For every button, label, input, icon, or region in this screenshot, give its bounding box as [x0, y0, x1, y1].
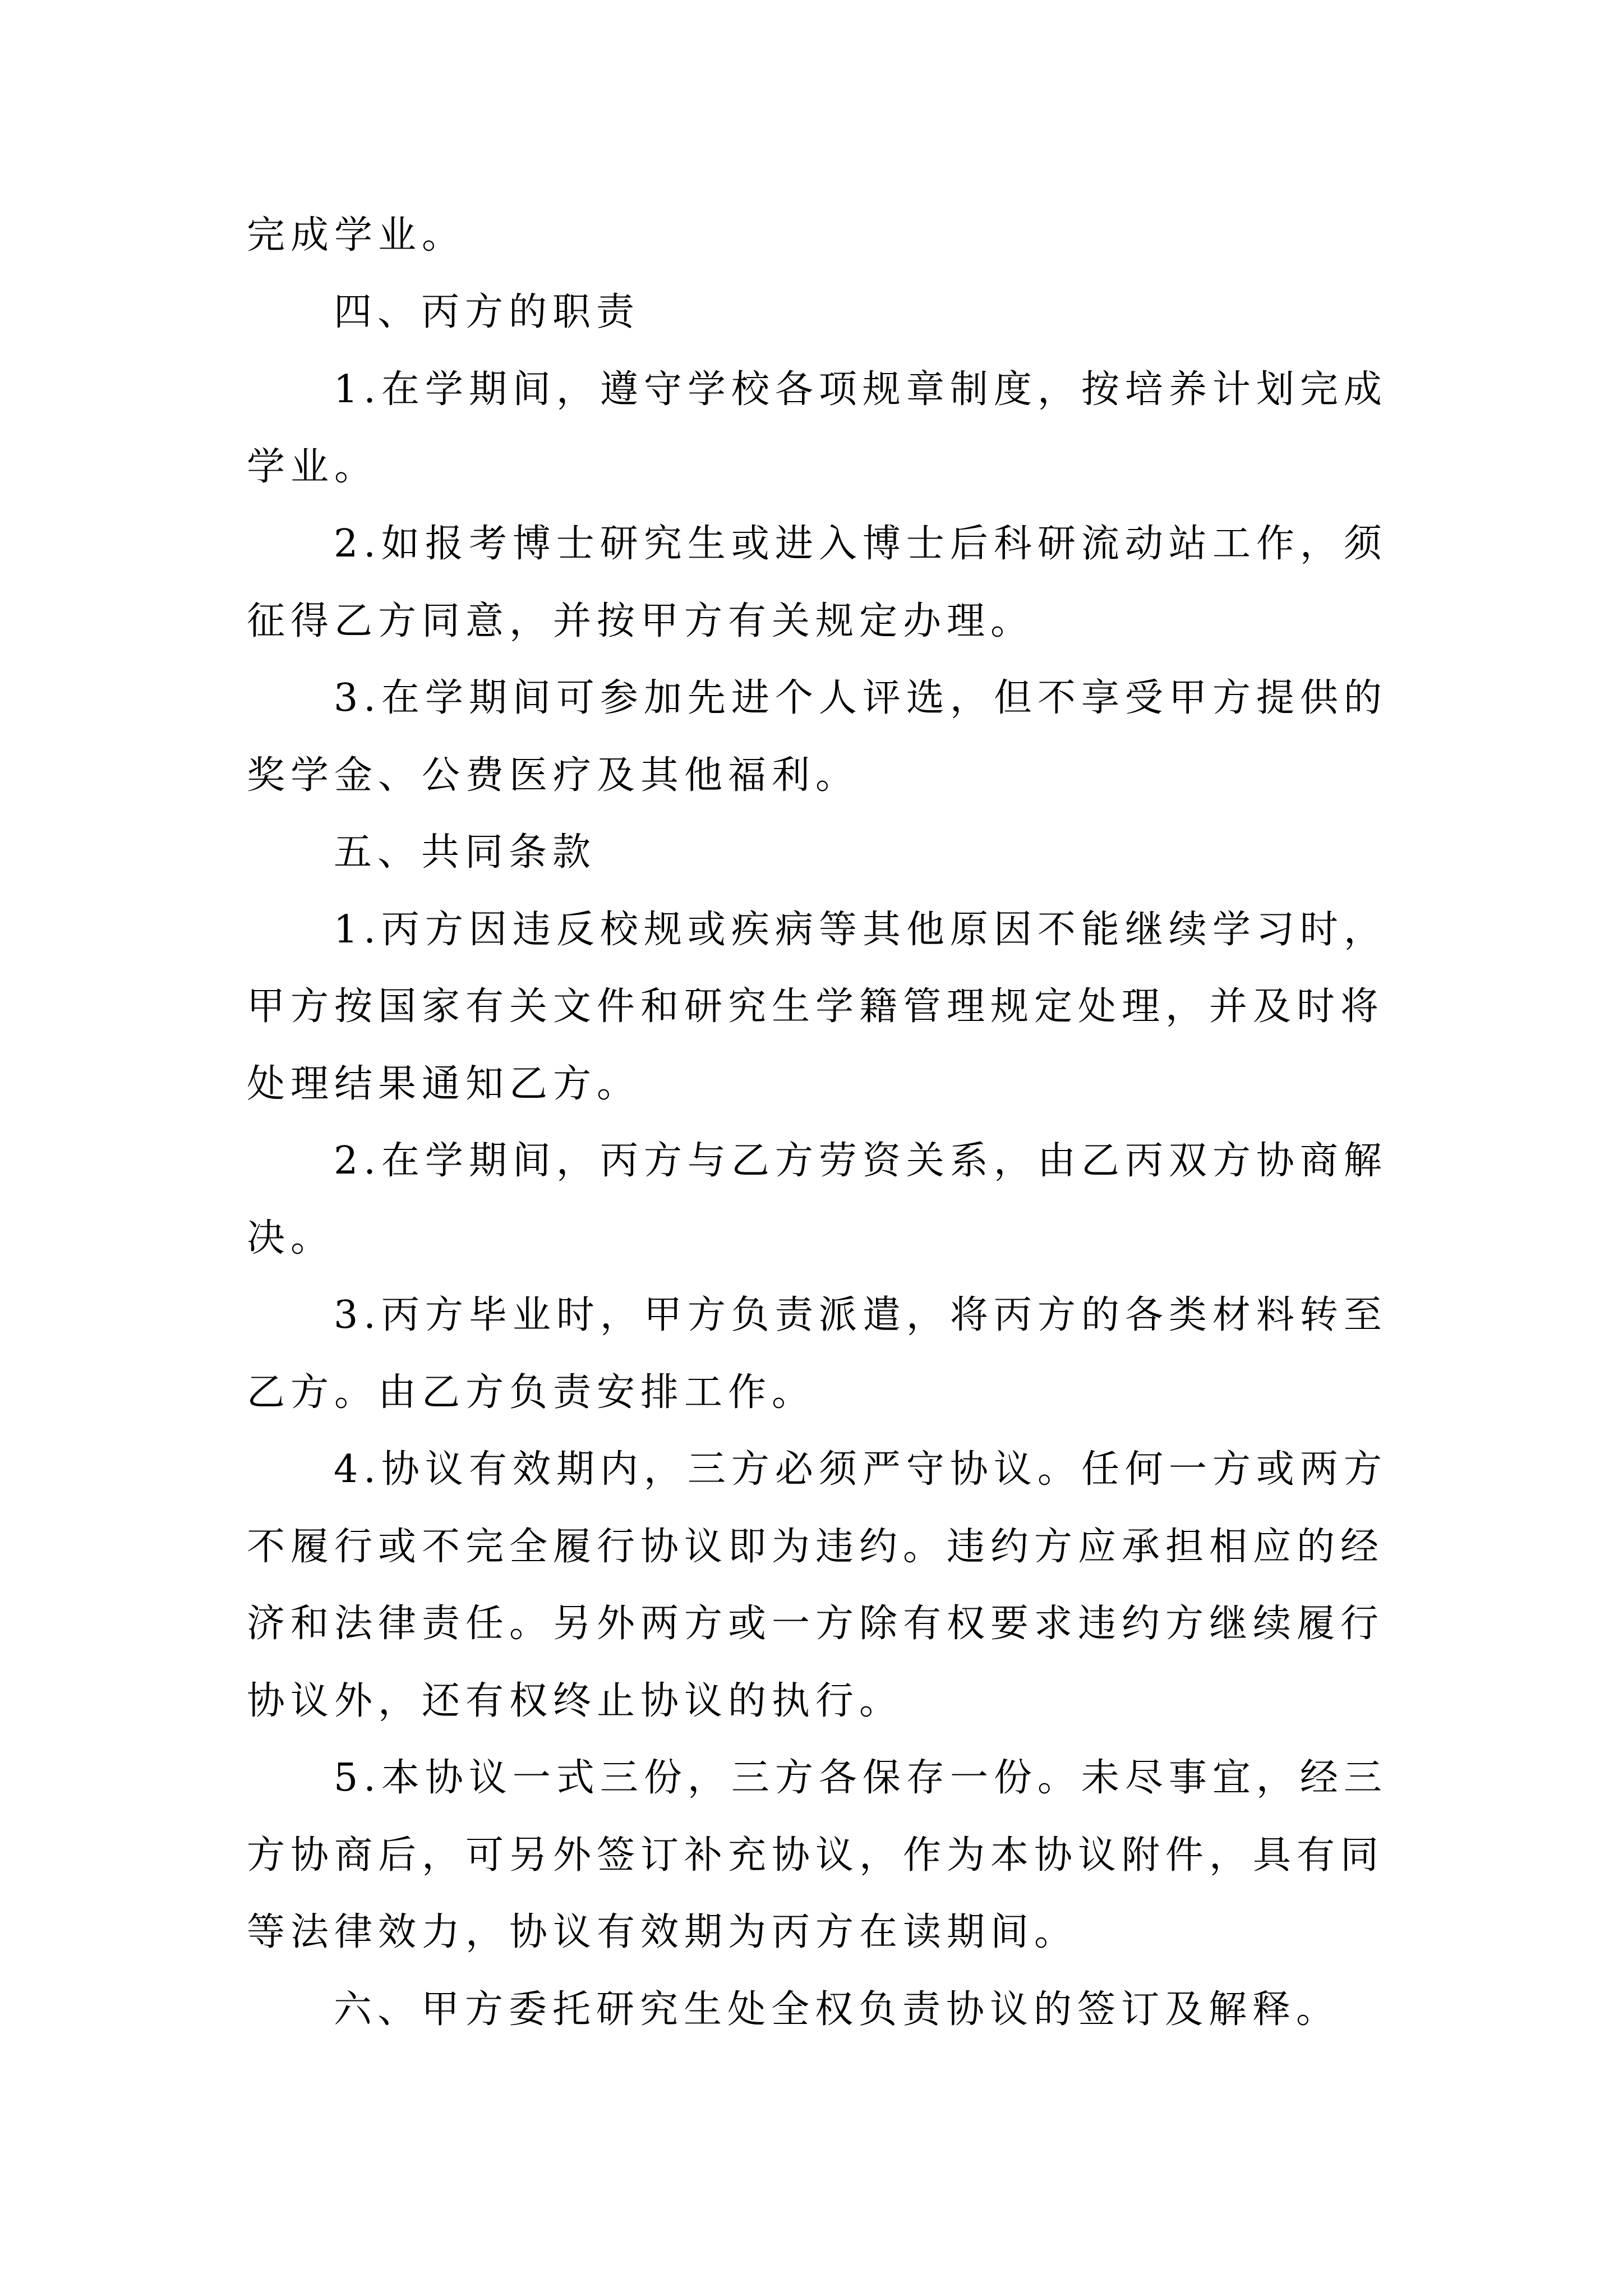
text-line-4: 学业。	[247, 445, 379, 489]
text-line-6: 征得乙方同意，并按甲方有关规定办理。	[247, 599, 1035, 643]
text-line-12: 处理结果通知乙方。	[247, 1062, 641, 1106]
text-line-10: 1.丙方因违反校规或疾病等其他原因不能继续学习时，	[334, 908, 1387, 952]
text-line-23: 等法律效力，协议有效期为丙方在读期间。	[247, 1910, 1078, 1954]
text-line-17: 4.协议有效期内，三方必须严守协议。任何一方或两方	[334, 1447, 1387, 1492]
text-line-22: 方协商后，可另外签订补充协议，作为本协议附件，具有同	[247, 1833, 1385, 1878]
text-line-11: 甲方按国家有关文件和研究生学籍管理规定处理，并及时将	[247, 984, 1385, 1029]
text-line-15: 3.丙方毕业时，甲方负责派遣，将丙方的各类材料转至	[334, 1293, 1387, 1337]
text-line-5: 2.如报考博士研究生或进入博士后科研流动站工作，须	[334, 522, 1387, 566]
text-line-16: 乙方。由乙方负责安排工作。	[247, 1370, 816, 1415]
text-line-19: 济和法律责任。另外两方或一方除有权要求违约方继续履行	[247, 1602, 1385, 1646]
text-line-20: 协议外，还有权终止协议的执行。	[247, 1679, 903, 1723]
text-line-18: 不履行或不完全履行协议即为违约。违约方应承担相应的经	[247, 1525, 1385, 1569]
text-line-13: 2.在学期间，丙方与乙方劳资关系，由乙丙双方协商解	[334, 1139, 1387, 1183]
text-line-7: 3.在学期间可参加先进个人评选，但不享受甲方提供的	[334, 676, 1387, 720]
section-heading-5: 五、共同条款	[334, 830, 597, 875]
text-line-8: 奖学金、公费医疗及其他福利。	[247, 753, 860, 798]
section-heading-6: 六、甲方委托研究生处全权负责协议的签订及解释。	[334, 1987, 1340, 2032]
text-line-14: 决。	[247, 1216, 335, 1260]
text-line-1: 完成学业。	[247, 213, 466, 257]
text-line-3: 1.在学期间，遵守学校各项规章制度，按培养计划完成	[334, 367, 1387, 412]
section-heading-4: 四、丙方的职责	[334, 290, 640, 334]
text-line-21: 5.本协议一式三份，三方各保存一份。未尽事宜，经三	[334, 1756, 1387, 1800]
